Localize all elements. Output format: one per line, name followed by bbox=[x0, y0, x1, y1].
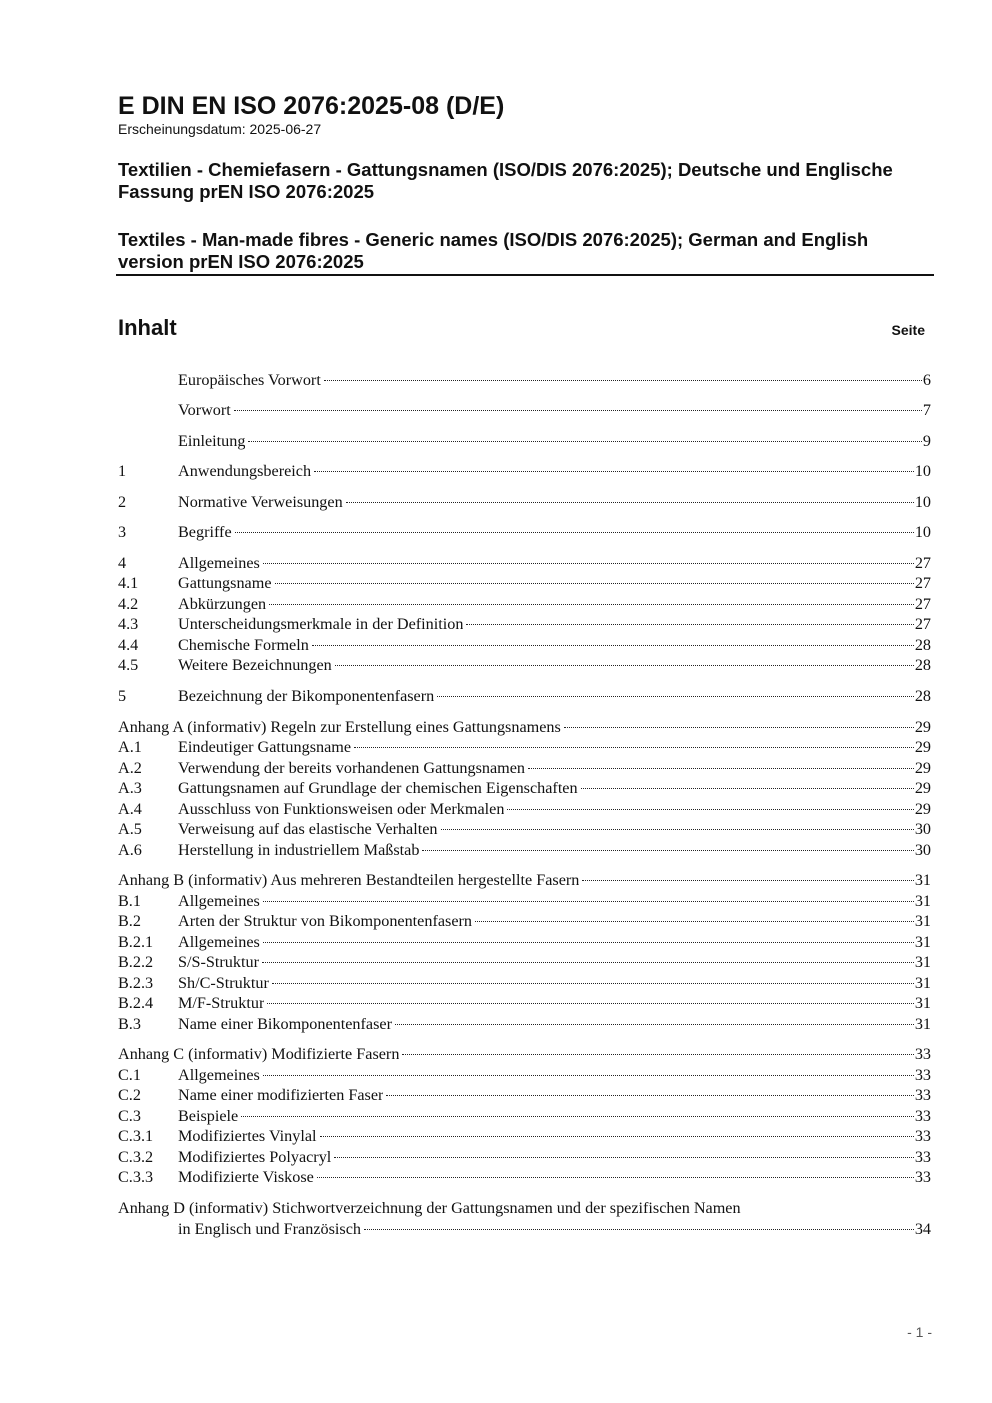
toc-entry[interactable] bbox=[118, 400, 931, 421]
toc-entry[interactable] bbox=[118, 1044, 931, 1065]
toc-entry[interactable] bbox=[118, 737, 931, 758]
toc-entry[interactable] bbox=[118, 1085, 931, 1106]
toc-dot-leader bbox=[263, 561, 914, 564]
toc-entry-title: Normative Verweisungen bbox=[178, 493, 343, 511]
toc-entry-title: Weitere Bezeichnungen bbox=[178, 656, 332, 674]
toc-entry-page: 10 bbox=[914, 523, 931, 541]
toc-entry-title: Begriffe bbox=[178, 523, 232, 541]
toc-dot-leader bbox=[263, 899, 914, 902]
toc-entry[interactable] bbox=[118, 891, 931, 912]
toc-dot-leader bbox=[422, 848, 913, 851]
toc-dot-leader bbox=[241, 1114, 914, 1117]
toc-entry-page: 29 bbox=[914, 718, 931, 736]
toc-entry-title: Unterscheidungsmerkmale in der Definition bbox=[178, 615, 464, 633]
toc-entry-title: Modifiziertes Vinylal bbox=[178, 1127, 317, 1145]
toc-entry-title: Beispiele bbox=[178, 1107, 239, 1125]
toc-entry-page: 31 bbox=[914, 994, 931, 1012]
toc-entry[interactable] bbox=[118, 840, 931, 861]
toc-dot-leader bbox=[402, 1052, 913, 1055]
toc-entry-number: B.2.1 bbox=[118, 933, 154, 951]
toc-entry-title: Allgemeines bbox=[178, 892, 260, 910]
toc-dot-leader bbox=[507, 807, 913, 810]
toc-entry[interactable] bbox=[118, 993, 931, 1014]
toc-entry-number: A.4 bbox=[118, 800, 142, 818]
toc-entry-number: C.1 bbox=[118, 1066, 141, 1084]
toc-entry-number: 2 bbox=[118, 493, 127, 511]
toc-dot-leader bbox=[269, 602, 914, 605]
title-english: Textiles - Man-made fibres - Generic names (ISO/DIS 2076:2025); German and English version prEN ISO 2076:2025 bbox=[118, 229, 869, 272]
toc-dot-leader bbox=[272, 981, 914, 984]
toc-entry[interactable] bbox=[118, 1126, 931, 1147]
toc-dot-leader bbox=[317, 1175, 914, 1178]
toc-entry-title: Anhang D (informativ) Stichwortverzeichnung der Gattungsnamen und der spezifischen Namen bbox=[118, 1199, 741, 1217]
toc-entry-number: A.6 bbox=[118, 841, 142, 859]
toc-dot-leader bbox=[441, 827, 914, 830]
toc-entry[interactable] bbox=[118, 932, 931, 953]
toc-dot-leader bbox=[248, 439, 921, 442]
toc-entry-number: C.3.3 bbox=[118, 1168, 154, 1186]
publication-date: Erscheinungsdatum: 2025-06-27 bbox=[118, 121, 322, 137]
toc-dot-leader bbox=[263, 940, 914, 943]
toc-entry-number: 1 bbox=[118, 462, 127, 480]
toc-entry-number: B.3 bbox=[118, 1015, 141, 1033]
toc-dot-leader bbox=[564, 725, 914, 728]
toc-entry-number: 4.2 bbox=[118, 595, 139, 613]
toc-entry[interactable] bbox=[118, 911, 931, 932]
toc-entry-title: Chemische Formeln bbox=[178, 636, 309, 654]
toc-entry-title: Gattungsname bbox=[178, 574, 272, 592]
toc-entry[interactable] bbox=[118, 1147, 931, 1168]
title-german: Textilien - Chemiefasern - Gattungsnamen (ISO/DIS 2076:2025); Deutsche und Englische Fassung prEN ISO 2076:2025 bbox=[118, 159, 893, 202]
toc-entry-page: 33 bbox=[914, 1107, 931, 1125]
page-number: - 1 - bbox=[907, 1324, 932, 1340]
toc-entry[interactable] bbox=[118, 1065, 931, 1086]
toc-entry-title: Anhang B (informativ) Aus mehreren Bestandteilen hergestellte Fasern bbox=[118, 871, 580, 889]
toc-entry-number: 4.5 bbox=[118, 656, 139, 674]
toc-entry-page: 9 bbox=[922, 432, 931, 450]
toc-entry-page: 10 bbox=[914, 493, 931, 511]
toc-dot-leader bbox=[275, 581, 914, 584]
toc-entry-page: 33 bbox=[914, 1086, 931, 1104]
toc-entry-number: 4 bbox=[118, 554, 127, 572]
toc-entry-title: Arten der Struktur von Bikomponentenfasern bbox=[178, 912, 473, 930]
toc-entry-number: B.1 bbox=[118, 892, 141, 910]
toc-entry-title: Herstellung in industriellem Maßstab bbox=[178, 841, 420, 859]
toc-entry-number: C.3.2 bbox=[118, 1148, 154, 1166]
toc-entry-title: in Englisch und Französisch bbox=[178, 1220, 361, 1238]
toc-dot-leader bbox=[335, 663, 914, 666]
toc-dot-leader bbox=[314, 469, 914, 472]
toc-entry-page: 33 bbox=[914, 1045, 931, 1063]
toc-entry-page: 31 bbox=[914, 933, 931, 951]
toc-entry-number: 4.1 bbox=[118, 574, 139, 592]
toc-entry-title: Allgemeines bbox=[178, 933, 260, 951]
toc-entry-number: B.2 bbox=[118, 912, 141, 930]
toc-entry[interactable] bbox=[118, 1106, 931, 1127]
toc-entry-page: 33 bbox=[914, 1127, 931, 1145]
toc-entry-number: A.1 bbox=[118, 738, 142, 756]
toc-entry-title: Abkürzungen bbox=[178, 595, 267, 613]
toc-entry-page: 27 bbox=[914, 595, 931, 613]
toc-entry-page: 7 bbox=[922, 401, 931, 419]
toc-entry-annex-d-line1[interactable] bbox=[118, 1198, 931, 1219]
toc-entry-page: 28 bbox=[914, 656, 931, 674]
toc-entry-page: 29 bbox=[914, 779, 931, 797]
toc-entry-title: S/S-Struktur bbox=[178, 953, 259, 971]
toc-entry-page: 31 bbox=[914, 953, 931, 971]
toc-entry-page: 6 bbox=[922, 371, 931, 389]
toc-entry-number: A.5 bbox=[118, 820, 142, 838]
toc-entry[interactable] bbox=[118, 431, 931, 452]
toc-entry-title: Modifiziertes Polyacryl bbox=[178, 1148, 332, 1166]
toc-dot-leader bbox=[581, 786, 914, 789]
toc-dot-leader bbox=[262, 960, 914, 963]
toc-entry-title: Verweisung auf das elastische Verhalten bbox=[178, 820, 438, 838]
toc-entry[interactable] bbox=[118, 686, 931, 707]
toc-entry-title: Anhang C (informativ) Modifizierte Fasern bbox=[118, 1045, 400, 1063]
toc-entry-title: Gattungsnamen auf Grundlage der chemischen Eigenschaften bbox=[178, 779, 578, 797]
toc-entry-number: B.2.4 bbox=[118, 994, 154, 1012]
toc-dot-leader bbox=[354, 745, 914, 748]
toc-entry-page: 31 bbox=[914, 974, 931, 992]
toc-entry-page: 10 bbox=[914, 462, 931, 480]
toc-entry-page: 28 bbox=[914, 636, 931, 654]
toc-dot-leader bbox=[395, 1022, 914, 1025]
toc-dot-leader bbox=[386, 1093, 913, 1096]
toc-entry[interactable] bbox=[118, 778, 931, 799]
toc-entry[interactable] bbox=[118, 870, 931, 891]
toc-entry-title: Eindeutiger Gattungsname bbox=[178, 738, 352, 756]
toc-entry-number: 5 bbox=[118, 687, 127, 705]
toc-entry-page: 28 bbox=[914, 687, 931, 705]
header-divider bbox=[116, 274, 934, 276]
toc-entry[interactable] bbox=[118, 973, 931, 994]
toc-entry-title: Name einer Bikomponentenfaser bbox=[178, 1015, 392, 1033]
toc-dot-leader bbox=[528, 766, 914, 769]
toc-entry[interactable] bbox=[118, 594, 931, 615]
toc-entry-number: C.2 bbox=[118, 1086, 141, 1104]
toc-entry[interactable] bbox=[118, 799, 931, 820]
toc-entry-title: M/F-Struktur bbox=[178, 994, 265, 1012]
toc-entry-number: 3 bbox=[118, 523, 127, 541]
toc-entry-title: Europäisches Vorwort bbox=[178, 371, 321, 389]
toc-entry-page: 33 bbox=[914, 1148, 931, 1166]
toc-entry-title: Bezeichnung der Bikomponentenfasern bbox=[178, 687, 435, 705]
toc-dot-leader bbox=[320, 1134, 914, 1137]
toc-entry-annex-d-line2[interactable] bbox=[118, 1219, 931, 1240]
toc-entry[interactable] bbox=[118, 1014, 931, 1035]
toc-dot-leader bbox=[582, 878, 913, 881]
toc-entry[interactable] bbox=[118, 573, 931, 594]
toc-entry-page: 33 bbox=[914, 1066, 931, 1084]
toc-page-column-label: Seite bbox=[891, 322, 925, 338]
toc-entry-page: 31 bbox=[914, 892, 931, 910]
toc-entry[interactable] bbox=[118, 492, 931, 513]
toc-dot-leader bbox=[437, 694, 914, 697]
toc-entry[interactable] bbox=[118, 522, 931, 543]
toc-entry-title: Anhang A (informativ) Regeln zur Erstellung eines Gattungsnamens bbox=[118, 718, 561, 736]
toc-entry-number: C.3 bbox=[118, 1107, 141, 1125]
toc-entry-number: B.2.3 bbox=[118, 974, 154, 992]
toc-entry[interactable] bbox=[118, 635, 931, 656]
toc-dot-leader bbox=[334, 1155, 914, 1158]
toc-entry-page: 34 bbox=[914, 1220, 931, 1238]
toc-entry-title: Name einer modifizierten Faser bbox=[178, 1086, 384, 1104]
toc-dot-leader bbox=[475, 919, 914, 922]
toc-entry-page: 27 bbox=[914, 574, 931, 592]
toc-entry-title: Vorwort bbox=[178, 401, 231, 419]
toc-entry-number: A.2 bbox=[118, 759, 142, 777]
toc-entry[interactable] bbox=[118, 758, 931, 779]
document-id: E DIN EN ISO 2076:2025-08 (D/E) bbox=[118, 92, 505, 120]
toc-dot-leader bbox=[234, 408, 922, 411]
toc-entry-page: 30 bbox=[914, 841, 931, 859]
toc-entry[interactable] bbox=[118, 1167, 931, 1188]
toc-entry-title: Ausschluss von Funktionsweisen oder Merkmalen bbox=[178, 800, 505, 818]
toc-entry-title: Modifizierte Viskose bbox=[178, 1168, 314, 1186]
toc-entry-page: 27 bbox=[914, 554, 931, 572]
toc-entry-page: 30 bbox=[914, 820, 931, 838]
toc-entry-title: Anwendungsbereich bbox=[178, 462, 312, 480]
toc-heading: Inhalt bbox=[118, 315, 177, 340]
toc-entry-page: 29 bbox=[914, 759, 931, 777]
toc-entry-page: 31 bbox=[914, 912, 931, 930]
toc-entry-page: 27 bbox=[914, 615, 931, 633]
toc-dot-leader bbox=[312, 643, 914, 646]
toc-entry[interactable] bbox=[118, 461, 931, 482]
toc-entry[interactable] bbox=[118, 614, 931, 635]
toc-entry-title: Allgemeines bbox=[178, 1066, 260, 1084]
toc-entry-title: Verwendung der bereits vorhandenen Gattungsnamen bbox=[178, 759, 526, 777]
toc-entry-number: C.3.1 bbox=[118, 1127, 154, 1145]
toc-dot-leader bbox=[364, 1227, 914, 1230]
toc-entry-page: 31 bbox=[914, 1015, 931, 1033]
toc-dot-leader bbox=[267, 1001, 913, 1004]
toc-entry-page: 29 bbox=[914, 800, 931, 818]
toc-entry-page: 33 bbox=[914, 1168, 931, 1186]
toc-entry-number: 4.4 bbox=[118, 636, 139, 654]
toc-entry[interactable] bbox=[118, 553, 931, 574]
toc-entry[interactable] bbox=[118, 655, 931, 676]
toc-entry[interactable] bbox=[118, 370, 931, 391]
toc-dot-leader bbox=[466, 622, 913, 625]
toc-dot-leader bbox=[346, 500, 914, 503]
toc-entry-page: 31 bbox=[914, 871, 931, 889]
toc-entry-number: B.2.2 bbox=[118, 953, 154, 971]
toc-entry-page: 29 bbox=[914, 738, 931, 756]
toc-entry-number: 4.3 bbox=[118, 615, 139, 633]
toc-entry[interactable] bbox=[118, 819, 931, 840]
toc-entry-title: Allgemeines bbox=[178, 554, 260, 572]
toc-entry-title: Sh/C-Struktur bbox=[178, 974, 269, 992]
toc-entry[interactable] bbox=[118, 717, 931, 738]
toc-entry-title: Einleitung bbox=[178, 432, 246, 450]
toc-dot-leader bbox=[324, 378, 922, 381]
toc-entry-number: A.3 bbox=[118, 779, 142, 797]
toc-dot-leader bbox=[263, 1073, 914, 1076]
toc-entry[interactable] bbox=[118, 952, 931, 973]
toc-dot-leader bbox=[235, 530, 914, 533]
